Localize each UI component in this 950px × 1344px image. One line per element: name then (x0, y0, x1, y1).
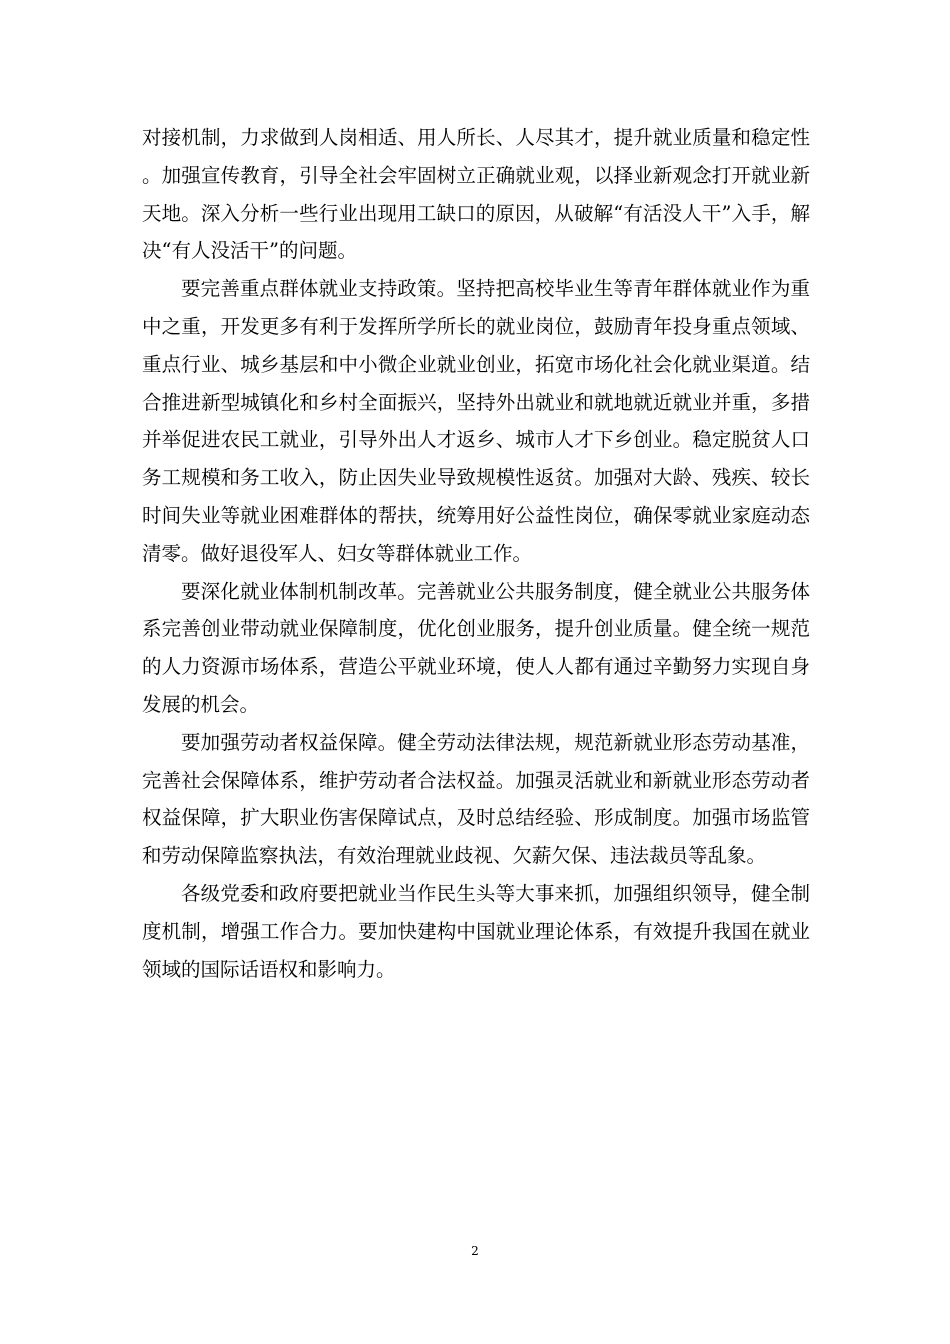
paragraph-institutional-reform: 要深化就业体制机制改革。完善就业公共服务制度，健全就业公共服务体系完善创业带动就业保障制度，优化创业服务，提升创业质量。健全统一规范的人力资源市场体系，营造公平就业环境，使人人都有通过辛勤努力实现自身发展的机会。 (142, 579, 810, 716)
paragraph-continuation: 对接机制，力求做到人岗相适、用人所长、人尽其才，提升就业质量和稳定性。加强宣传教育，引导全社会牢固树立正确就业观，以择业新观念打开就业新天地。深入分析一些行业出现用工缺口的原因，从破解“有活没人干”入手，解决“有人没活干”的问题。 (142, 126, 810, 263)
page-number: 2 (471, 1244, 479, 1258)
paragraph-party-leadership: 各级党委和政府要把就业当作民生头等大事来抓，加强组织领导，健全制度机制，增强工作合力。要加快建构中国就业理论体系，有效提升我国在就业领域的国际话语权和影响力。 (142, 881, 810, 981)
paragraph-worker-rights: 要加强劳动者权益保障。健全劳动法律法规，规范新就业形态劳动基准，完善社会保障体系，维护劳动者合法权益。加强灵活就业和新就业形态劳动者权益保障，扩大职业伤害保障试点，及时总结经验、形成制度。加强市场监管和劳动保障监察执法，有效治理就业歧视、欠薪欠保、违法裁员等乱象。 (142, 730, 810, 868)
paragraph-key-groups-employment: 要完善重点群体就业支持政策。坚持把高校毕业生等青年群体就业作为重中之重，开发更多有利于发挥所学所长的就业岗位，鼓励青年投身重点领域、重点行业、城乡基层和中小微企业就业创业，拓宽市场化社会化就业渠道。结合推进新型城镇化和乡村全面振兴，坚持外出就业和就地就近就业并重，多措并举促进农民工就业，引导外出人才返乡、城市人才下乡创业。稳定脱贫人口务工规模和务工收入，防止因失业导致规模性返贫。加强对大龄、残疾、较长时间失业等就业困难群体的帮扶，统筹用好公益性岗位，确保零就业家庭动态清零。做好退役军人、妇女等群体就业工作。 (142, 277, 810, 565)
document-body (142, 119, 810, 988)
